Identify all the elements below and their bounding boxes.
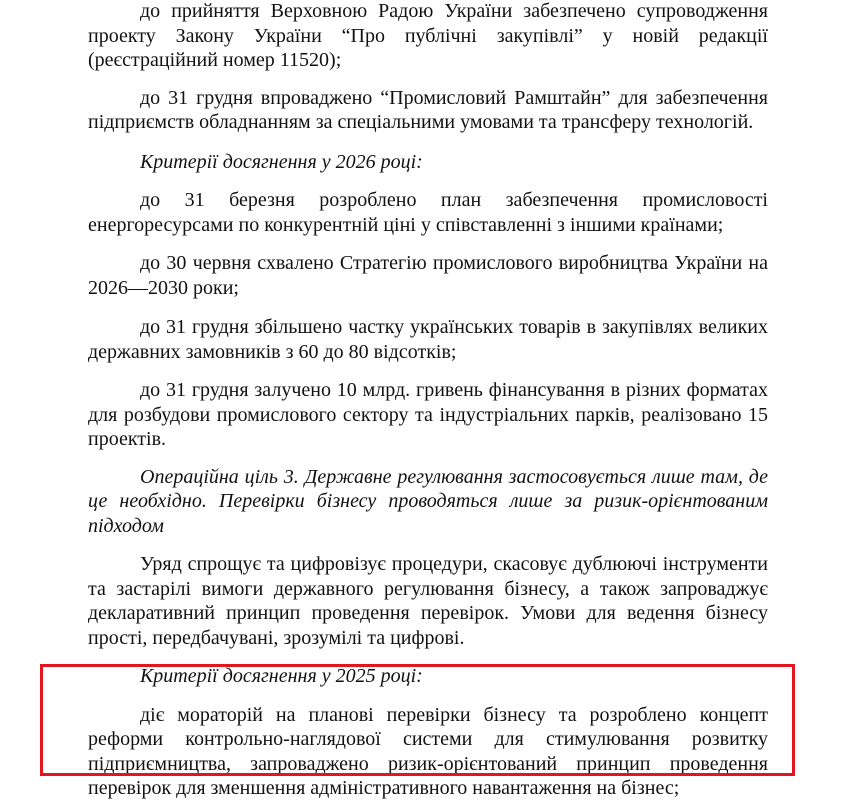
criteria-2026-heading: Критерії досягнення у 2026 році:: [140, 150, 423, 173]
paragraph-energy-resources-plan: до 31 березня розроблено план забезпечення промисловості енергоресурсами по конкурентній ціні у співставленні з іншими країнами;: [88, 189, 768, 236]
paragraph-industrial-financing: до 31 грудня залучено 10 млрд. гривень фінансування в різних форматах для розбудови промислового сектору та індустріальних парків, реалізовано 15 проектів.: [88, 379, 768, 450]
operational-goal-3-heading: Операційна ціль 3. Державне регулювання застосовується лише там, де це необхідно. Перевірки бізнесу проводяться лише за ризик-орієнтованим підходом: [88, 465, 768, 537]
paragraph-government-regulation: Уряд спрощує та цифровізує процедури, скасовує дублюючі інструменти та застарілі вимоги державного регулювання бізнесу, а також запроваджує декларативний принцип проведення перевірок. Умови для ведення бізнесу прості, передбачувані, зрозумілі та цифрові.: [88, 553, 768, 649]
paragraph-ukrainian-goods-share: до 31 грудня збільшено частку українських товарів в закупівлях великих державних замовників з 60 до 80 відсотків;: [88, 316, 768, 363]
paragraph-industrial-strategy: до 30 червня схвалено Стратегію промислового виробництва України на 2026—2030 роки;: [88, 252, 768, 299]
document-page: [88, 0, 768, 801]
paragraph-industrial-ramstein: до 31 грудня впроваджено “Промисловий Рамштайн” для забезпечення підприємств обладнанням за спеціальними умовами та трансферу технологій.: [88, 86, 768, 133]
paragraph-inspection-moratorium: діє мораторій на планові перевірки бізнесу та розроблено концепт реформи контрольно-наглядової системи для стимулювання розвитку підприємництва, запроваджено ризик-орієнтований принцип проведення перевірок для зменшення адміністративного навантаження на бізнес;: [88, 703, 768, 799]
paragraph-public-procurement-law: до прийняття Верховною Радою України забезпечено супроводження проекту Закону України “Про публічні закупівлі” у новій редакції (реєстраційний номер 11520);: [88, 0, 768, 71]
criteria-2025-heading: Критерії досягнення у 2025 році:: [140, 665, 423, 687]
